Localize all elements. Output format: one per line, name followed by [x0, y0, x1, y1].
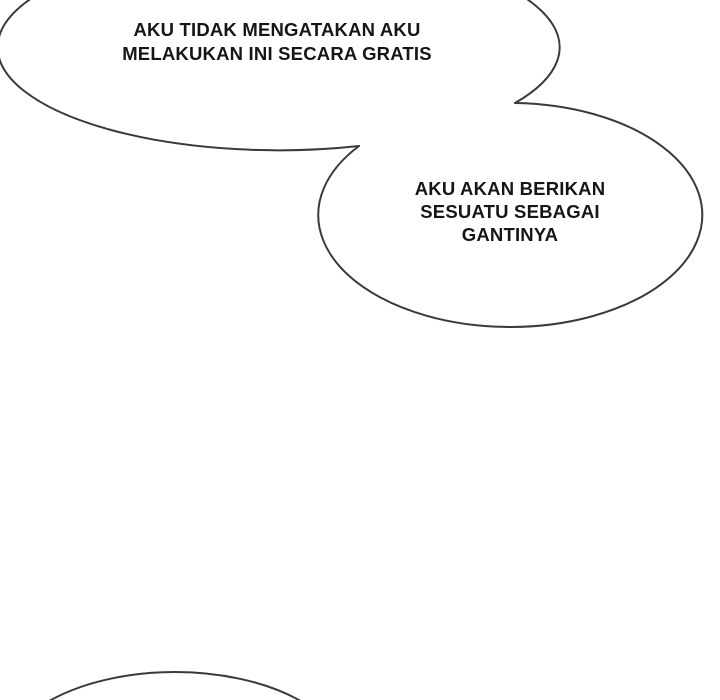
speech-bubble-2-line-2: SESUATU SEBAGAI [420, 201, 600, 222]
speech-bubble-1-line-1: AKU TIDAK MENGATAKAN AKU [133, 19, 421, 40]
speech-bubble-3-partial-outline [0, 672, 350, 700]
speech-bubble-2-line-3: GANTINYA [461, 224, 559, 245]
speech-bubble-1-text [62, 18, 492, 66]
speech-bubble-2-text [360, 177, 660, 246]
speech-bubble-2-line-1: AKU AKAN BERIKAN [414, 178, 606, 199]
speech-bubble-1-line-2: MELAKUKAN INI SECARA GRATIS [122, 43, 432, 64]
